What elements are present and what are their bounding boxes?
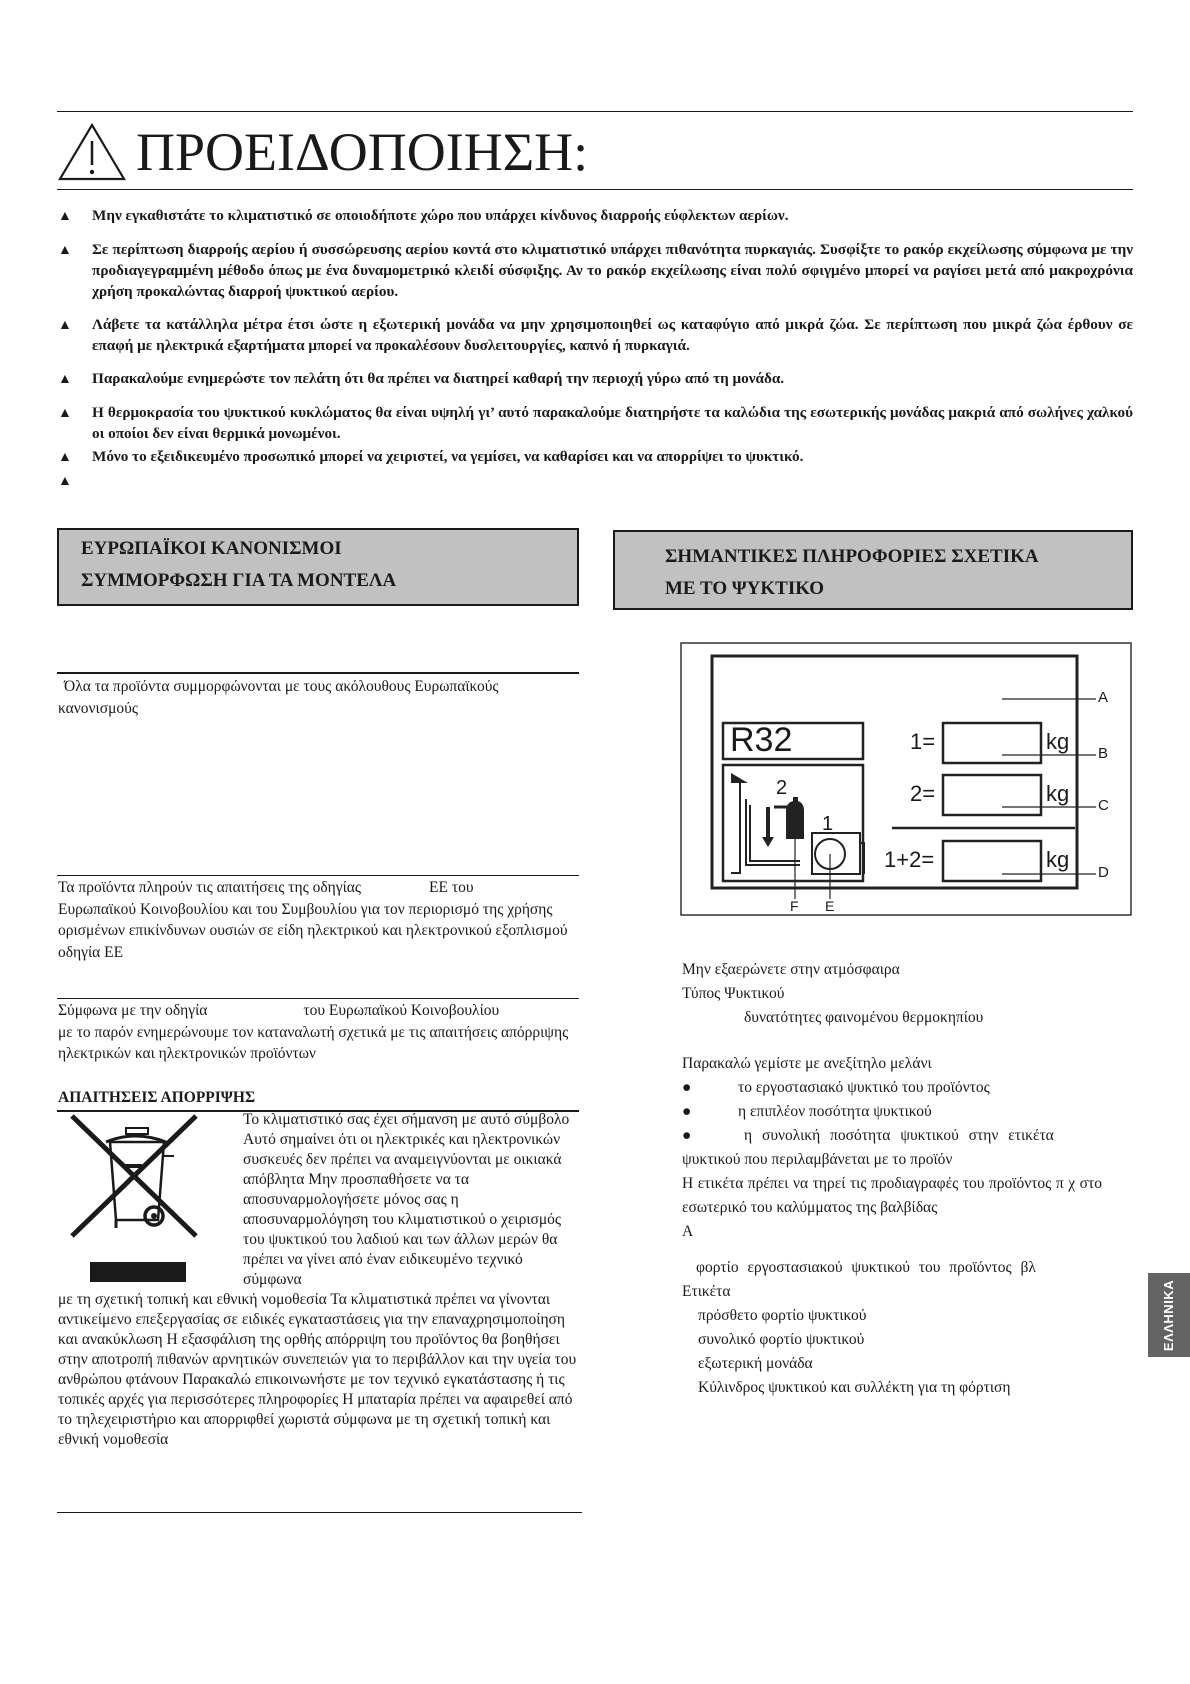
refrigerant-notes: Μην εξαερώνετε στην ατμόσφαιρα Τύπος Ψυκτικού δυνατότητες φαινομένου θερμοκηπίου Παρακαλώ γεμίστε με ανεξίτηλο μελάνι ● το εργοστασιακό ψυκτικό του προϊόντος ● η επιπλέον ποσότητα ψυκτικού ● η συνολική ποσότητα ψυκτικού στην ετικέτα ψυκτικού που περιλαμβάνεται με το προϊόν Η ετικέτα πρέπει να τηρεί τις προδιαγραφές του προϊόντος π χ στο εσωτερικό του καλύμματος της βαλβίδας A φορτίο εργοστασιακού ψυκτικού του προϊόντος βλ Ετικέτα πρόσθετο φορτίο ψυκτικού συνολικό φορτίο ψυκτικού εξωτερική μονάδα Κύλινδρος ψυκτικού και συλλέκτη για τη φόρτιση	[682, 961, 1102, 1396]
callout-a: A	[1098, 689, 1109, 706]
title-bottom-rule	[57, 189, 1133, 190]
crossed-out-wheelie-bin-icon	[68, 1112, 204, 1282]
section-rule	[57, 998, 579, 999]
warning-item: ▲ Μόνο το εξειδικευμένο προσωπικό μπορεί να χειριστεί, να γεμίσει, να καθαρίσει και να απορρίψει το ψυκτικό.	[58, 446, 1133, 468]
disposal-heading: ΑΠΑΙΤΗΣΕΙΣ ΑΠΟΡΡΙΨΗΣ	[58, 1089, 256, 1106]
warning-item: ▲ Μην εγκαθιστάτε το κλιματιστικό σε οποιοδήποτε χώρο που υπάρχει κίνδυνος διαρροής εύφλεκτων αερίων.	[58, 205, 1133, 227]
bullet-triangle-icon: ▲	[58, 209, 72, 224]
eu-box-title-line1: ΕΥΡΩΠΑΪΚΟΙ ΚΑΝΟΝΙΣΜΟΙ	[81, 538, 342, 559]
bullet-triangle-icon: ▲	[58, 406, 72, 421]
bullet-triangle-icon: ▲	[58, 318, 72, 333]
refrigerant-info-box	[613, 530, 1133, 610]
unit-kg: kg	[1046, 847, 1070, 872]
rohs-paragraph: Τα προϊόντα πληρούν τις απαιτήσεις της οδηγίας ΕΕ του Ευρωπαϊκού Κοινοβουλίου και του Συμβουλίου για τον περιορισμό της χρήσης ορισμένων επικίνδυνων ουσιών σε είδη ηλεκτρικού και ηλεκτρονικού εξοπλισμού οδηγία ΕΕ	[58, 879, 568, 961]
row-additional-label: 2=	[910, 781, 936, 806]
refrigerant-label-drawing	[680, 641, 1133, 917]
unit-kg: kg	[1046, 729, 1070, 754]
bullet-triangle-icon: ▲	[58, 474, 72, 489]
row-total-label: 1+2=	[884, 847, 935, 872]
warning-title: ΠΡΟΕΙΔΟΠΟΙΗΣΗ:	[136, 122, 589, 182]
callout-b: B	[1098, 745, 1109, 762]
warning-triangle-icon	[58, 123, 126, 181]
eu-box-title-line2: ΣΥΜΜΟΡΦΩΣΗ ΓΙΑ ΤΑ ΜΟΝΤΕΛΑ	[81, 570, 397, 591]
callout-c: C	[1098, 797, 1109, 814]
bullet-dot-icon: ●	[682, 1103, 692, 1120]
warning-heading	[58, 116, 588, 188]
callout-f: F	[790, 898, 799, 914]
refrigerant-box-title-line1: ΣΗΜΑΝΤΙΚΕΣ ΠΛΗΡΟΦΟΡΙΕΣ ΣΧΕΤΙΚΑ	[665, 546, 1039, 567]
disposal-text: με τη σχετική τοπική και εθνική νομοθεσία Τα κλιματιστικά πρέπει να γίνονται αντικείμενο επεξεργασίας σε ειδικές εγκαταστάσεις για την επαναχρησιμοποίηση και ανακύκλωση Η εξασφάλιση της ορθής απόρριψη του προϊόντος θα βοηθήσει στην αποτροπή πιθανών αρνητικών συνεπειών για το περιβάλλον και την υγεία του ανθρώπου φτάνουν Παρακαλώ επικοινωνήστε με τον τεχνικό εγκατάστασης ή τις τοπικές αρχές για περισσότερες πληροφορίες Η μπαταρία πρέπει να αφαιρεθεί από το τηλεχειριστήριο και απορριφθεί χωριστά σύμφωνα με τη σχετική τοπική και εθνική νομοθεσία	[58, 1291, 577, 1448]
pictogram-label-2: 2	[776, 777, 788, 799]
weee-paragraph: Σύμφωνα με την οδηγία του Ευρωπαϊκού Κοινοβουλίου με το παρόν ενημερώνουμε τον καταναλωτή σχετικά με τις απαιτήσεις απόρριψης ηλεκτρικών και ηλεκτρονικών προϊόντων	[58, 1002, 569, 1062]
language-tab-label: ΕΛΛΗΝΙΚΑ	[1161, 1279, 1177, 1351]
bullet-triangle-icon: ▲	[58, 243, 72, 258]
callout-d: D	[1098, 864, 1109, 881]
section-rule	[57, 672, 579, 674]
refrigerant-box-title-line2: ΜΕ ΤΟ ΨΥΚΤΙΚΟ	[665, 578, 824, 599]
callout-e: E	[825, 898, 835, 914]
bullet-item: ● η επιπλέον ποσότητα ψυκτικού	[682, 1100, 1102, 1124]
pictogram-label-1: 1	[822, 813, 834, 835]
bullet-triangle-icon: ▲	[58, 450, 72, 465]
bottom-rule	[57, 1512, 582, 1513]
warning-item: ▲ Παρακαλούμε ενημερώστε τον πελάτη ότι θα πρέπει να διατηρεί καθαρή την περιοχή γύρω από τη μονάδα.	[58, 368, 1133, 390]
refrigerant-type: R32	[730, 721, 793, 759]
warning-list	[58, 205, 1133, 492]
bullet-item: ● η συνολική ποσότητα ψυκτικού στην ετικέτα	[682, 1124, 1102, 1148]
disposal-side-text: Το κλιματιστικό σας έχει σήμανση με αυτό σύμβολο Αυτό σημαίνει ότι οι ηλεκτρικές και ηλεκτρονικών συσκευές δεν πρέπει να αναμειγνύονται με οικιακά απόβλητα Μην προσπαθήσετε να τα αποσυναρμολογήσετε μόνος σας η αποσυναρμολόγηση του κλιματιστικού ο χειρισμός του ψυκτικού του λαδιού και των άλλων μερών θα πρέπει να γίνει από έναν ειδικευμένο τεχνικό σύμφωνα	[243, 1111, 570, 1288]
warning-item	[58, 470, 1133, 492]
warning-item: ▲ Σε περίπτωση διαρροής αερίου ή συσσώρευσης αερίου κοντά στο κλιματιστικό υπάρχει πιθανότητα πυρκαγιάς. Συσφίξτε το ρακόρ εκχείλωσης σύμφωνα με την προδιαγεγραμμένη μέθοδο όπως με ένα δυναμομετρικό κλειδί σύσφιξης. Αν το ρακόρ εκχείλωσης είναι πολύ σφιγμένο μπορεί να ραγίσει μετά από μακροχρόνια χρήση προκαλώντας διαρροή ψυκτικού αερίου.	[58, 241, 1133, 300]
language-tab	[1148, 1273, 1190, 1357]
section-rule	[57, 875, 579, 876]
warning-item: ▲ Λάβετε τα κατάλληλα μέτρα έτσι ώστε η εξωτερική μονάδα να μην χρησιμοποιηθεί ως καταφύγιο από μικρά ζώα. Σε περίπτωση που μικρά ζώα έρθουν σε επαφή με ηλεκτρικά εξαρτήματα μπορεί να προκαλέσουν δυσλειτουργίες, καπνό ή πυρκαγιά.	[58, 316, 1133, 354]
bullet-item: ● το εργοστασιακό ψυκτικό του προϊόντος	[682, 1076, 1102, 1100]
warning-item: ▲ Η θερμοκρασία του ψυκτικού κυκλώματος θα είναι υψηλή γι’ αυτό παρακαλούμε διατηρήστε τα καλώδια της εσωτερικής μονάδας μακριά από σωλήνες χαλκού οι οποίοι δεν είναι θερμικά μονωμένοι.	[58, 404, 1133, 442]
row-factory-label: 1=	[910, 729, 936, 754]
unit-kg: kg	[1046, 781, 1070, 806]
compliance-paragraph: Όλα τα προϊόντα συμμορφώνονται με τους ακόλουθους Ευρωπαϊκούς κανονισμούς	[58, 678, 499, 717]
top-rule	[57, 111, 1133, 112]
bullet-dot-icon: ●	[682, 1127, 692, 1144]
bullet-dot-icon: ●	[682, 1079, 692, 1096]
refrigerant-label-diagram	[680, 641, 1133, 917]
eu-regulations-box	[57, 528, 579, 606]
bullet-triangle-icon: ▲	[58, 372, 72, 387]
